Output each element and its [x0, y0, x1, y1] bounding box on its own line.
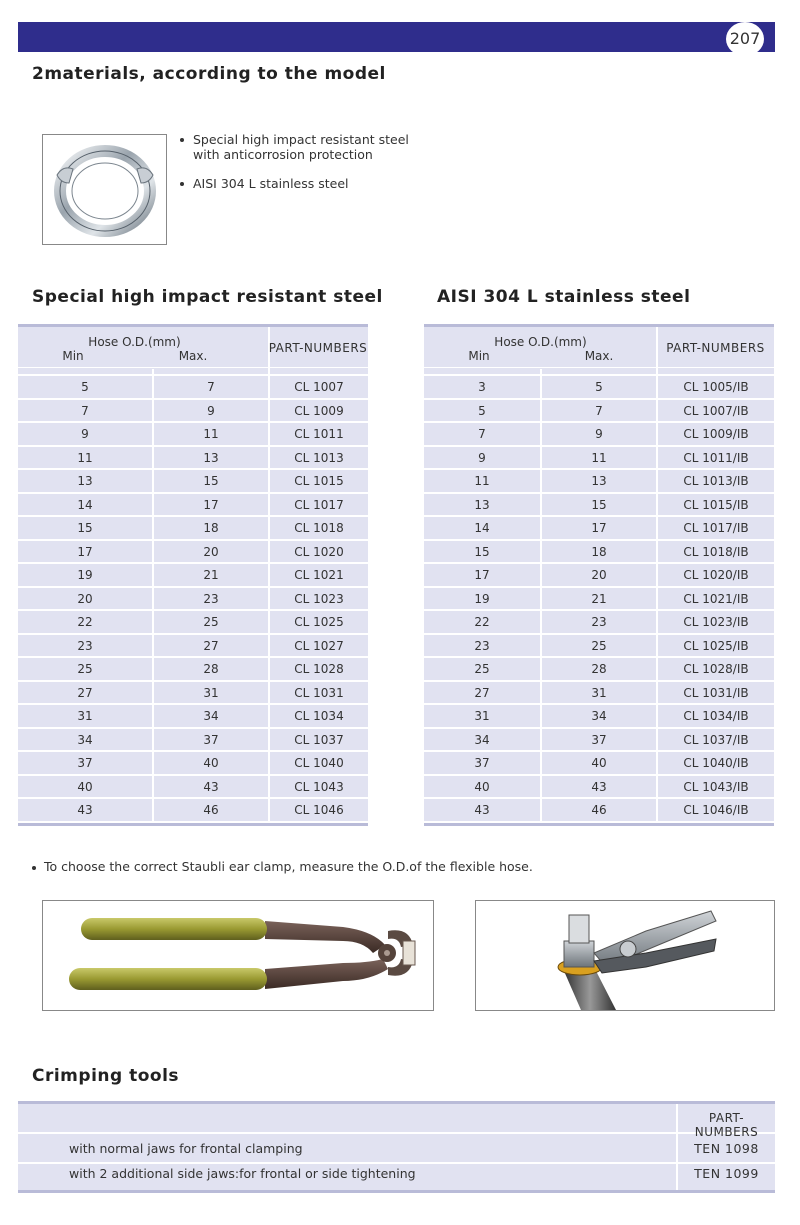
min-cell: 40: [474, 779, 490, 794]
max-cell: 43: [203, 779, 219, 794]
max-cell: 9: [207, 403, 215, 418]
min-cell: 25: [474, 662, 490, 676]
part-number-cell: CL 1017/IB: [683, 521, 749, 535]
min-cell: 9: [81, 427, 89, 441]
min-cell: 5: [81, 380, 89, 394]
max-cell: 15: [203, 474, 219, 488]
max-cell: 34: [591, 709, 607, 723]
max-cell: 17: [591, 521, 607, 535]
table-header: Hose O.D.(mm) Min Max. PART-NUMBERS: [424, 327, 774, 368]
part-number-cell: CL 1011/IB: [683, 450, 749, 465]
table-row: [18, 541, 368, 565]
max-cell: 20: [203, 544, 219, 559]
part-number-cell: CL 1023/IB: [683, 615, 749, 629]
min-cell: 15: [77, 521, 93, 535]
max-cell: 25: [203, 615, 219, 629]
table-row: [18, 376, 368, 400]
min-cell: 31: [474, 709, 490, 723]
header-banner: [18, 22, 775, 52]
crimping-demo-image: [475, 900, 775, 1011]
table-row: [424, 517, 774, 541]
part-number-cell: CL 1013: [294, 450, 344, 465]
max-cell: 28: [591, 662, 607, 676]
max-cell: 31: [203, 685, 219, 700]
max-cell: 23: [591, 615, 607, 629]
min-cell: 43: [77, 803, 93, 817]
min-cell: 34: [77, 732, 93, 747]
materials-bullets: [180, 132, 409, 205]
table-row: [424, 635, 774, 659]
max-cell: 34: [203, 709, 219, 723]
part-number-cell: CL 1046: [294, 803, 344, 817]
min-cell: 14: [474, 521, 490, 535]
table-row: [424, 423, 774, 447]
table-row: [424, 752, 774, 776]
crimping-title: Crimping tools: [32, 1066, 180, 1086]
table-row: [18, 588, 368, 612]
pincers-image: [42, 900, 434, 1011]
min-cell: 11: [77, 450, 93, 465]
part-number-cell: CL 1009/IB: [683, 427, 749, 441]
part-number-cell: CL 1034/IB: [683, 709, 749, 723]
min-cell: 37: [77, 756, 93, 770]
table-row: [424, 447, 774, 471]
max-cell: 43: [591, 779, 607, 794]
part-number-cell: CL 1046/IB: [683, 803, 749, 817]
min-cell: 13: [77, 474, 93, 488]
table-row: [424, 705, 774, 729]
bullet-item: AISI 304 L stainless steel: [180, 176, 409, 191]
min-cell: 11: [474, 474, 490, 488]
max-cell: 25: [591, 638, 607, 653]
min-cell: 14: [77, 497, 93, 512]
part-number-cell: CL 1007/IB: [683, 403, 749, 418]
min-cell: 23: [77, 638, 93, 653]
max-cell: 13: [203, 450, 219, 465]
min-cell: 19: [474, 591, 490, 606]
min-cell: 31: [77, 709, 93, 723]
max-cell: 27: [203, 638, 219, 653]
table-row: [18, 752, 368, 776]
part-number-cell: CL 1015/IB: [683, 497, 749, 512]
stainless-parts-table: [424, 324, 774, 826]
min-cell: 40: [77, 779, 93, 794]
table-row: [424, 729, 774, 753]
part-number-cell: CL 1021: [294, 568, 344, 582]
max-cell: 23: [203, 591, 219, 606]
table-row: [424, 588, 774, 612]
part-number-cell: CL 1017: [294, 497, 344, 512]
min-cell: 15: [474, 544, 490, 559]
min-cell: 22: [474, 615, 490, 629]
measurement-note: To choose the correct Staubli ear clamp, measure the O.D.of the flexible hose.: [32, 859, 533, 874]
table-row: [18, 447, 368, 471]
bullet-item: Special high impact resistant steel with anticorrosion protection: [180, 132, 409, 162]
part-number-cell: CL 1018: [294, 521, 344, 535]
part-number-cell: CL 1028: [294, 662, 344, 676]
min-cell: 17: [77, 544, 93, 559]
max-cell: 15: [591, 497, 607, 512]
table-row: [18, 658, 368, 682]
max-cell: 13: [591, 474, 607, 488]
min-cell: 27: [474, 685, 490, 700]
part-number-cell: CL 1040/IB: [683, 756, 749, 770]
left-table-title: Special high impact resistant steel: [32, 287, 383, 307]
part-number-cell: CL 1021/IB: [683, 591, 749, 606]
table-row: [18, 470, 368, 494]
part-number-cell: CL 1011: [294, 427, 344, 441]
max-cell: 7: [207, 380, 215, 394]
part-number-cell: CL 1040: [294, 756, 344, 770]
table-row: [18, 705, 368, 729]
part-number-cell: CL 1015: [294, 474, 344, 488]
table-row: [424, 541, 774, 565]
min-cell: 25: [77, 662, 93, 676]
materials-title: 2materials, according to the model: [32, 64, 386, 84]
table-row: [18, 611, 368, 635]
table-row: [424, 400, 774, 424]
min-cell: 17: [474, 568, 490, 582]
part-number-cell: CL 1023: [294, 591, 344, 606]
max-cell: 37: [591, 732, 607, 747]
part-number-cell: CL 1007: [294, 380, 344, 394]
table-row: [424, 682, 774, 706]
table-row: [18, 517, 368, 541]
part-number-cell: CL 1031: [294, 685, 344, 700]
min-cell: 23: [474, 638, 490, 653]
max-cell: 5: [595, 380, 603, 394]
max-cell: 28: [203, 662, 219, 676]
min-cell: 19: [77, 568, 93, 582]
part-number-cell: CL 1020: [294, 544, 344, 559]
crimping-header-part: PART-NUMBERS: [694, 1111, 759, 1139]
min-cell: 20: [77, 591, 93, 606]
part-number-cell: CL 1025/IB: [683, 638, 749, 653]
table-row: [424, 799, 774, 823]
min-cell: 7: [81, 403, 89, 418]
min-cell: 22: [77, 615, 93, 629]
max-cell: 46: [203, 803, 219, 817]
min-cell: 37: [474, 756, 490, 770]
max-cell: 18: [203, 521, 219, 535]
max-cell: 40: [203, 756, 219, 770]
part-number-cell: CL 1013/IB: [683, 474, 749, 488]
max-cell: 21: [203, 568, 219, 582]
table-row: [18, 423, 368, 447]
min-cell: 34: [474, 732, 490, 747]
min-cell: 7: [478, 427, 486, 441]
table-row: [18, 799, 368, 823]
page-number: 207: [726, 22, 764, 56]
max-cell: 37: [203, 732, 219, 747]
part-number-cell: CL 1028/IB: [683, 662, 749, 676]
part-number-cell: CL 1009: [294, 403, 344, 418]
table-row: [424, 776, 774, 800]
table-row: [18, 729, 368, 753]
max-cell: 11: [203, 427, 219, 441]
max-cell: 40: [591, 756, 607, 770]
table-row: [424, 470, 774, 494]
table-row: [424, 376, 774, 400]
max-cell: 21: [591, 591, 607, 606]
part-number-cell: CL 1005/IB: [683, 380, 749, 394]
max-cell: 46: [591, 803, 607, 817]
part-number-cell: CL 1043/IB: [683, 779, 749, 794]
table-row: [424, 494, 774, 518]
table-row: [18, 635, 368, 659]
table-row: [18, 682, 368, 706]
part-number-cell: CL 1043: [294, 779, 344, 794]
max-cell: 20: [591, 568, 607, 582]
min-cell: 27: [77, 685, 93, 700]
part-number-cell: CL 1020/IB: [683, 568, 749, 582]
max-cell: 31: [591, 685, 607, 700]
max-cell: 7: [595, 403, 603, 418]
max-cell: 9: [595, 427, 603, 441]
ear-clamp-image: [42, 134, 167, 245]
table-row: [18, 494, 368, 518]
max-cell: 18: [591, 544, 607, 559]
table-row: [424, 611, 774, 635]
min-cell: 43: [474, 803, 490, 817]
part-number-cell: CL 1027: [294, 638, 344, 653]
part-number-cell: CL 1037: [294, 732, 344, 747]
part-number-cell: CL 1018/IB: [683, 544, 749, 559]
part-number-cell: CL 1031/IB: [683, 685, 749, 700]
table-row: [18, 776, 368, 800]
part-number-cell: CL 1034: [294, 709, 344, 723]
max-cell: 11: [591, 450, 607, 465]
max-cell: 17: [203, 497, 219, 512]
min-cell: 13: [474, 497, 490, 512]
table-row: [18, 400, 368, 424]
table-row: [18, 564, 368, 588]
steel-parts-table: [18, 324, 368, 826]
table-header: Hose O.D.(mm) Min Max. PART-NUMBERS: [18, 327, 368, 368]
part-number-cell: CL 1037/IB: [683, 732, 749, 747]
min-cell: 9: [478, 450, 486, 465]
part-number-cell: CL 1025: [294, 615, 344, 629]
right-table-title: AISI 304 L stainless steel: [437, 287, 691, 307]
min-cell: 5: [478, 403, 486, 418]
min-cell: 3: [478, 380, 486, 394]
crimping-tools-table: PART-NUMBERS with normal jaws for frontal clamping TEN 1098 with 2 additional side jaws:for frontal or side tightening TEN 1099: [18, 1101, 775, 1193]
table-row: [424, 658, 774, 682]
table-row: [424, 564, 774, 588]
